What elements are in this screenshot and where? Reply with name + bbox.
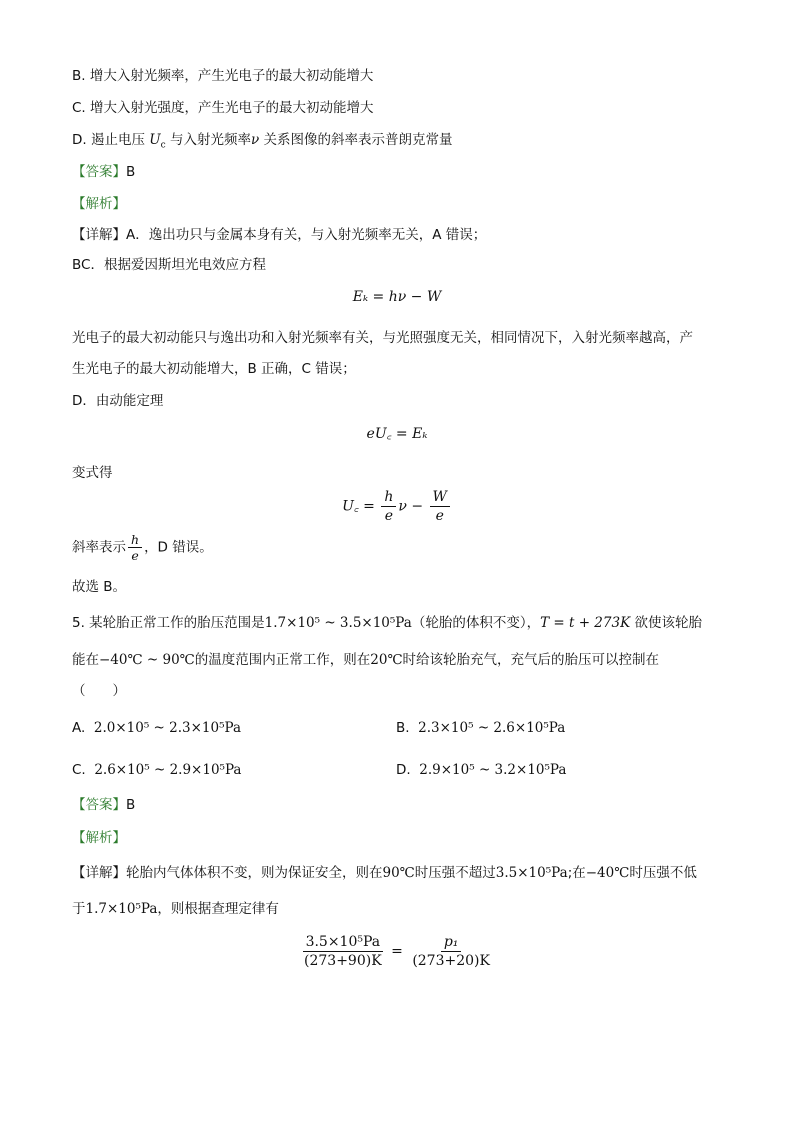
fraction-slope: $\frac{h}{e}$ [128,532,142,563]
formula-stopping-voltage [0,488,794,525]
q5-option-b [396,718,565,738]
formula-charles-law: $\frac{\text{3.5×10⁵Pa}}{(273+90)K}$ = $\frac{\text{p₁}}{(273+20)K}$ [0,933,794,970]
q5-option-d [396,760,566,780]
option-label: C. [72,762,86,778]
q5-line-rest: ，则根据查理定律有 [157,901,279,917]
q5-detail-c: ;在 [567,865,586,881]
q5-option-c [72,760,241,780]
explanation-tag-1: 【解析】 [72,196,126,212]
nu-symbol: ν [251,132,260,148]
answer-value: B [126,164,136,180]
q5-paren: （ ） [72,683,126,699]
q5-detail-line-2 [72,899,279,919]
q5-answer-line [72,795,135,815]
option-text: 2.3×10⁵ ~ 2.6×10⁵Pa [418,720,566,736]
detail-line-bc: BC．根据爱因斯坦光电效应方程 [72,257,266,273]
q5-pressure-min: 1.7×10⁵Pa [85,901,158,917]
q5-stem-line-1 [72,613,702,633]
eq3-lhs: U꜀ = [342,498,375,515]
fraction-left: $\frac{\text{3.5×10⁵Pa}}{(273+90)K}$ [304,934,382,969]
option-label: D. [396,762,411,778]
option-text: 2.0×10⁵ ~ 2.3×10⁵Pa [93,720,242,736]
option-text: 2.9×10⁵ ~ 3.2×10⁵Pa [419,762,567,778]
fraction-right: $\frac{\text{p₁}}{(273+20)K}$ [412,934,490,969]
q5-stem-a: 5. 某轮胎正常工作的胎压范围是 [72,615,265,631]
q5-temp-90: 90℃ [382,865,415,881]
q5-answer-value: B [126,797,136,813]
q5-pressure-max: 3.5×10⁵Pa [495,865,568,881]
q5-temp-20: 20℃ [370,652,403,668]
slope-line [72,532,213,563]
q5-line-yu: 于 [72,901,86,917]
paragraph-line-2: 生光电子的最大初动能增大，B 正确，C 错误； [72,361,356,377]
voltage-subscript: c [160,140,166,151]
slope-text-a: 斜率表示 [72,539,126,556]
formula-einstein: Eₖ = hν − W [352,289,442,305]
q5-stem-line-2 [72,650,659,670]
q5-stem-b: （轮胎的体积不变）， [411,615,541,631]
slope-text-b: ，D 错误。 [144,539,213,556]
q5-temp-minus-40: −40℃ [585,865,630,881]
q5-detail-d: 时压强不低 [629,865,697,881]
q5-line2-c: 时给该轮胎充气，充气后的胎压可以控制在 [402,652,660,668]
paragraph-line-1: 光电子的最大初动能只与逸出功和入射光频率有关，与光照强度无关，相同情况下，入射光频率越高，产 [72,330,693,346]
q5-line2-a: 能在 [72,652,99,668]
q5-answer-tag: 【答案】 [72,797,126,813]
q5-line2-b: 的温度范围内正常工作，则在 [194,652,371,668]
answer-tag: 【答案】 [72,164,126,180]
option-b: B. 增大入射光频率，产生光电子的最大初动能增大 [72,68,374,84]
choose-line: 故选 B。 [72,579,127,595]
option-d-text-a: D. 遏止电压 [72,132,150,148]
fraction-w-over-e: $\frac{W}{e}$ [430,488,450,525]
eq3-nu: ν − [398,498,424,515]
q5-detail-b: 时压强不超过 [414,865,496,881]
q5-explanation-tag: 【解析】 [72,830,126,846]
option-d [72,130,453,156]
q5-detail-a: 【详解】轮胎内气体体积不变，则为保证安全，则在 [72,865,383,881]
option-label: A. [72,720,86,736]
option-label: B. [396,720,410,736]
q5-option-a [72,718,241,738]
transform-line: 变式得 [72,465,113,481]
option-text: 2.6×10⁵ ~ 2.9×10⁵Pa [94,762,242,778]
voltage-symbol: U [149,132,161,148]
q5-pressure-range: 1.7×10⁵ ~ 3.5×10⁵Pa [264,615,412,631]
q5-temperature-relation: T = t + 273K [540,615,631,631]
option-d-text-c: 关系图像的斜率表示普朗克常量 [259,132,453,148]
detail-line-d: D．由动能定理 [72,393,164,409]
formula-kinetic: eU꜀ = Eₖ [366,426,428,442]
option-c: C. 增大入射光强度，产生光电子的最大初动能增大 [72,100,374,116]
detail-line-a: 【详解】A．逸出功只与金属本身有关，与入射光频率无关，A 错误； [72,227,487,243]
fraction-h-over-e: $\frac{h}{e}$ [381,488,396,525]
answer-line-1 [72,162,135,182]
q5-temperature-range: −40℃ ~ 90℃ [99,652,195,668]
q5-stem-c: 欲使该轮胎 [630,615,702,631]
option-d-text-b: 与入射光频率 [165,132,252,148]
q5-detail-line-1 [72,863,697,883]
